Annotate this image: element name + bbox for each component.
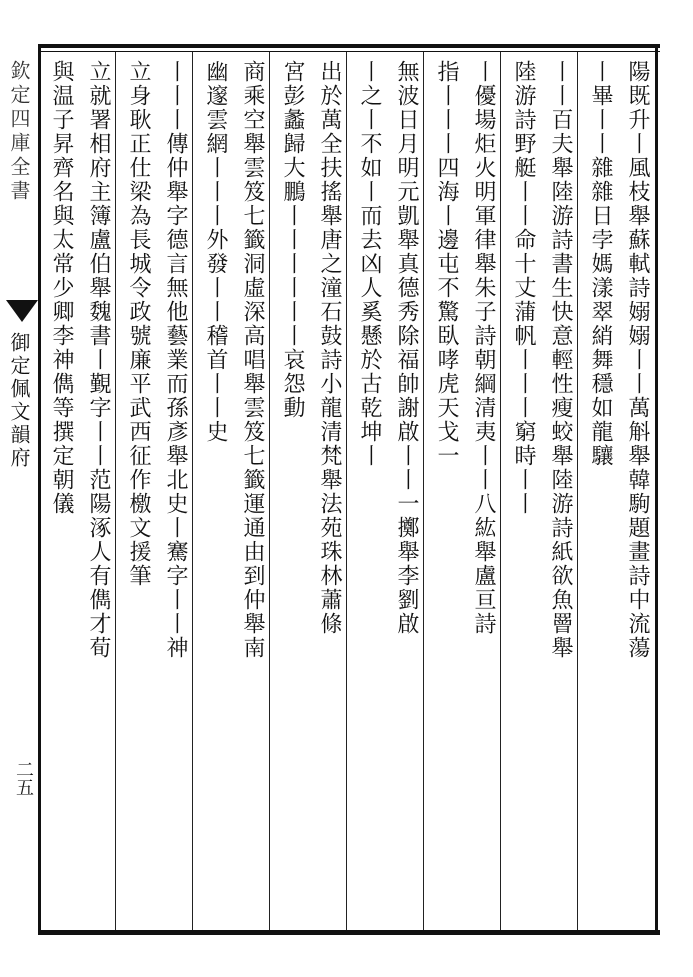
text-column-14: 立身耿正仕梁為長城令政號廉平武西征作檄文援筆: [126, 60, 151, 588]
text-column-15: 立就署相府主簿盧伯舉魏書丨覲字丨丨范陽涿人有儁才荀: [86, 60, 111, 660]
text-column-3: 丨丨百夫舉陸游詩書生快意輕性瘦蛟舉陸游詩紙欲魚罾舉: [548, 60, 573, 660]
column-divider: [115, 52, 116, 930]
column-divider: [500, 52, 501, 930]
page-number: 二五: [13, 760, 34, 796]
text-column-5: 丨優場炬火明軍律舉朱子詩朝綱清夷丨丨八紘舉盧亘詩: [471, 60, 496, 636]
text-column-11: 商乘空舉雲笈七籤洞虛深高唱舉雲笈七籤運通由到仲舉南: [240, 60, 265, 660]
right-border: [655, 44, 658, 934]
text-column-10: 宮彭蠡歸大鵬丨丨丨丨丨丨哀怨動: [280, 60, 305, 420]
text-column-2: 丨畢丨丨雜雜日孛媽漾翠綃舞穩如龍驤: [588, 60, 613, 468]
margin-series-title: 欽定四庫全書: [7, 60, 31, 204]
column-divider: [346, 52, 347, 930]
column-divider: [577, 52, 578, 930]
text-column-8: 丨之丨不如丨而去凶人奚懸於古乾坤丨: [357, 60, 382, 468]
text-column-7: 無波日月明元凱舉真德秀除福帥謝啟丨丨一擲舉李劉啟: [394, 60, 419, 636]
text-column-13: 丨丨丨傳仲舉字德言無他藝業而孫彥舉北史丨騫字丨丨神: [163, 60, 188, 660]
text-column-12: 幽邃雲網丨丨丨外發丨丨稽首丨丨史: [203, 60, 228, 444]
text-column-9: 出於萬全扶搖舉唐之潼石鼓詩小龍清梵舉法苑珠林蕭條: [317, 60, 342, 636]
text-column-4: 陸游詩野艇丨丨命十丈蒲帆丨丨丨窮時丨丨: [511, 60, 536, 516]
top-border: [38, 44, 660, 48]
column-divider: [423, 52, 424, 930]
bottom-border: [38, 930, 660, 935]
margin-book-title: 御定佩文韻府: [7, 332, 31, 470]
column-divider: [269, 52, 270, 930]
fishtail-mark: [6, 300, 38, 322]
column-divider: [192, 52, 193, 930]
text-column-16: 與温子昇齊名與太常少卿李神儁等撰定朝儀: [49, 60, 74, 516]
text-column-1: 陽既升丨風枝舉蘇軾詩嫋嫋丨丨萬斛舉韓駒題畫詩中流蕩: [625, 60, 650, 660]
left-border: [38, 44, 41, 934]
text-column-6: 指丨丨丨四海丨邊屯不驚臥哮虎天戈一: [434, 60, 459, 468]
top-border-inner: [38, 51, 660, 52]
